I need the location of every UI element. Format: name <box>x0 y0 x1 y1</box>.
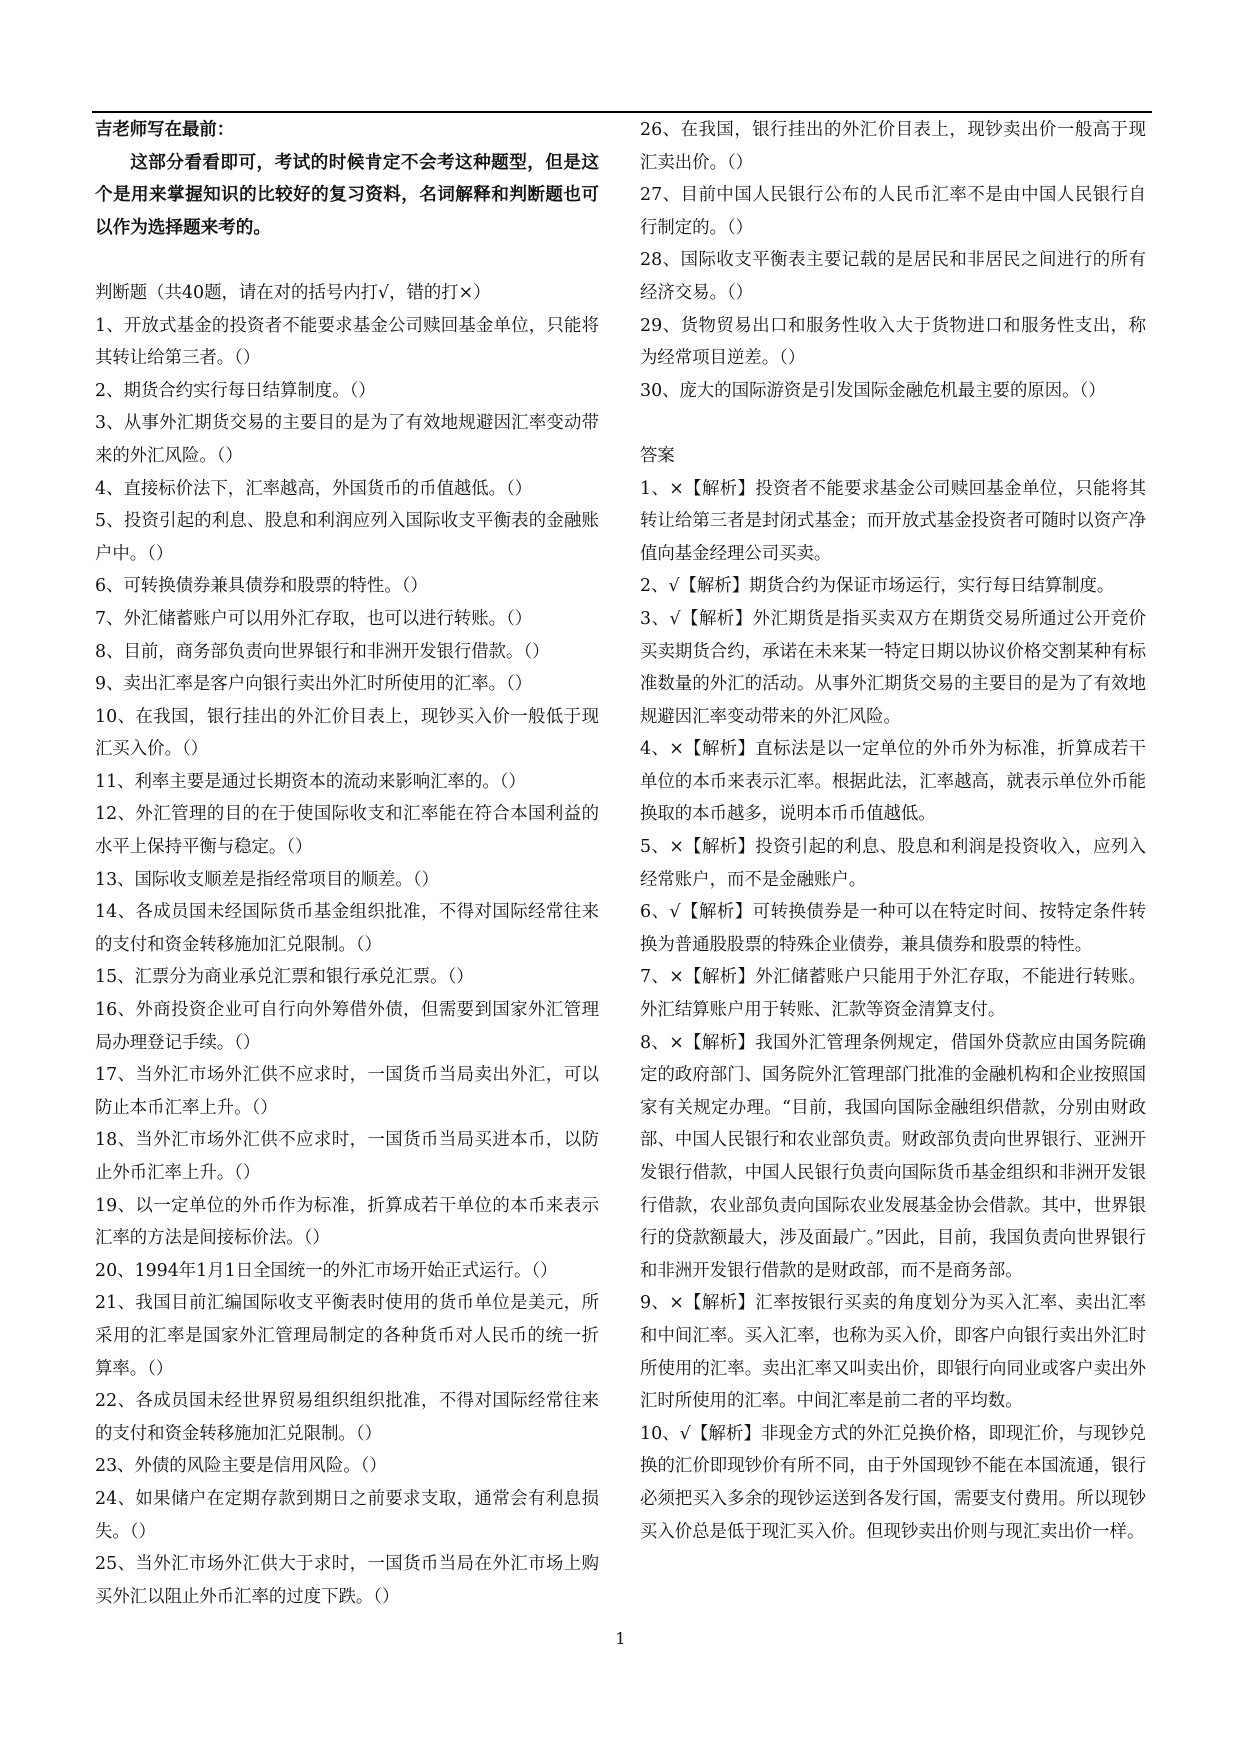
question-item: 25、当外汇市场外汇供大于求时，一国货币当局在外汇市场上购买外汇以阻止外币汇率的过度下跌。（） <box>95 1554 599 1607</box>
intro-body: 这部分看看即可，考试的时候肯定不会考这种题型，但是这个是用来掌握知识的比较好的复习资料，名词解释和判断题也可以作为选择题来考的。 <box>95 151 599 238</box>
header-rule <box>92 111 1152 113</box>
answer-item: 3、√【解析】外汇期货是指买卖双方在期货交易所通过公开竞价买卖期货合约，承诺在未来某一特定日期以协议价格交割某种有标准数量的外汇的活动。从事外汇期货交易的主要目的是为了有效地规避因汇率变动带来的外汇风险。 <box>640 608 1146 727</box>
question-item: 28、国际收支平衡表主要记载的是居民和非居民之间进行的所有经济交易。（） <box>640 250 1146 303</box>
question-item: 5、投资引起的利息、股息和利润应列入国际收支平衡表的金融账户中。（） <box>95 511 599 564</box>
intro-title: 吉老师写在最前： <box>95 120 235 140</box>
question-item: 27、目前中国人民银行公布的人民币汇率不是由中国人民银行自行制定的。（） <box>640 185 1146 238</box>
question-item: 18、当外汇市场外汇供不应求时，一国货币当局买进本币，以防止外币汇率上升。（） <box>95 1130 599 1183</box>
answers-title: 答案 <box>640 445 675 466</box>
question-item: 2、期货合约实行每日结算制度。（） <box>95 380 376 401</box>
answer-item: 2、√【解析】期货合约为保证市场运行，实行每日结算制度。 <box>640 576 1115 597</box>
question-item: 1、开放式基金的投资者不能要求基金公司赎回基金单位，只能将其转让给第三者。（） <box>95 315 599 369</box>
right-column <box>640 114 1146 1548</box>
question-item: 12、外汇管理的目的在于使国际收支和汇率能在符合本国利益的水平上保持平衡与稳定。（） <box>95 804 599 858</box>
answer-item: 9、×【解析】汇率按银行买卖的角度划分为买入汇率、卖出汇率和中间汇率。买入汇率，也称为买入价，即客户向银行卖出外汇时所使用的汇率。卖出汇率又叫卖出价，即银行向同业或客户卖出外汇时所使用的汇率。中间汇率是前二者的平均数。 <box>640 1293 1146 1412</box>
answer-item: 8、×【解析】我国外汇管理条例规定，借国外贷款应由国务院确定的政府部门、国务院外汇管理部门批准的金融机构和企业按照国家有关规定办理。“目前，我国向国际金融组织借款，分别由财政部、中国人民银行和农业部负责。财政部负责向世界银行、亚洲开发银行借款，中国人民银行负责向国际货币基金组织和非洲开发银行借款，农业部负责向国际农业发展基金协会借款。其中，世界银行的贷款额最大，涉及面最广。”因此，目前，我国负责向世界银行和非洲开发银行借款的是财政部，而不是商务部。 <box>640 1032 1146 1281</box>
question-item: 21、我国目前汇编国际收支平衡表时使用的货币单位是美元，所采用的汇率是国家外汇管理局制定的各种货币对人民币的统一折算率。（） <box>95 1293 599 1379</box>
page-number: 1 <box>615 1629 626 1648</box>
answer-item: 10、√【解析】非现金方式的外汇兑换价格，即现汇价，与现钞兑换的汇价即现钞价有所不同，由于外国现钞不能在本国流通，银行必须把买入多余的现钞运送到各发行国，需要支付费用。所以现钞买入价总是低于现汇买入价。但现钞卖出价则与现汇卖出价一样。 <box>640 1423 1146 1542</box>
question-item: 24、如果储户在定期存款到期日之前要求支取，通常会有利息损失。（） <box>95 1488 599 1542</box>
question-item: 23、外债的风险主要是信用风险。（） <box>95 1456 387 1477</box>
question-item: 4、直接标价法下，汇率越高，外国货币的币值越低。（） <box>95 478 533 499</box>
spacer <box>640 407 1146 440</box>
spacer <box>95 244 599 277</box>
left-column <box>95 114 599 1613</box>
answer-item: 6、√【解析】可转换债券是一种可以在特定时间、按特定条件转换为普通股股票的特殊企业债券，兼具债券和股票的特性。 <box>640 902 1146 955</box>
question-item: 26、在我国，银行挂出的外汇价目表上，现钞卖出价一般高于现汇卖出价。（） <box>640 120 1146 173</box>
question-item: 13、国际收支顺差是指经常项目的顺差。（） <box>95 869 439 890</box>
question-item: 30、庞大的国际游资是引发国际金融危机最主要的原因。（） <box>640 380 1106 401</box>
section-title: 判断题（共40题，请在对的括号内打√，错的打×） <box>95 282 491 303</box>
question-item: 11、利率主要是通过长期资本的流动来影响汇率的。（） <box>95 771 526 792</box>
answer-item: 5、×【解析】投资引起的利息、股息和利润是投资收入，应列入经常账户，而不是金融账户。 <box>640 837 1146 890</box>
question-item: 3、从事外汇期货交易的主要目的是为了有效地规避因汇率变动带来的外汇风险。（） <box>95 413 599 466</box>
question-item: 29、货物贸易出口和服务性收入大于货物进口和服务性支出，称为经常项目逆差。（） <box>640 315 1146 369</box>
question-item: 10、在我国，银行挂出的外汇价目表上，现钞买入价一般低于现汇买入价。（） <box>95 706 599 760</box>
question-item: 14、各成员国未经国际货币基金组织批准，不得对国际经常往来的支付和资金转移施加汇兑限制。（） <box>95 902 599 955</box>
question-item: 17、当外汇市场外汇供不应求时，一国货币当局卖出外汇，可以防止本币汇率上升。（） <box>95 1065 599 1118</box>
question-item: 15、汇票分为商业承兑汇票和银行承兑汇票。（） <box>95 967 474 988</box>
question-item: 20、1994年1月1日全国统一的外汇市场开始正式运行。（） <box>95 1260 558 1281</box>
answer-item: 7、×【解析】外汇储蓄账户只能用于外汇存取，不能进行转账。外汇结算账户用于转账、汇款等资金清算支付。 <box>640 967 1146 1021</box>
question-item: 7、外汇储蓄账户可以用外汇存取，也可以进行转账。（） <box>95 608 533 629</box>
question-item: 19、以一定单位的外币作为标准，折算成若干单位的本币来表示汇率的方法是间接标价法。（） <box>95 1195 599 1249</box>
question-item: 22、各成员国未经世界贸易组织组织批准，不得对国际经常往来的支付和资金转移施加汇兑限制。（） <box>95 1391 599 1444</box>
question-item: 8、目前，商务部负责向世界银行和非洲开发银行借款。（） <box>95 641 550 662</box>
answer-item: 1、×【解析】投资者不能要求基金公司赎回基金单位，只能将其转让给第三者是封闭式基金；而开放式基金投资者可随时以资产净值向基金经理公司买卖。 <box>640 478 1146 564</box>
answer-item: 4、×【解析】直标法是以一定单位的外币外为标准，折算成若干单位的本币来表示汇率。根据此法，汇率越高，就表示单位外币能换取的本币越多，说明本币币值越低。 <box>640 739 1146 825</box>
question-item: 16、外商投资企业可自行向外筹借外债，但需要到国家外汇管理局办理登记手续。（） <box>95 1000 599 1053</box>
question-item: 9、卖出汇率是客户向银行卖出外汇时所使用的汇率。（） <box>95 674 533 695</box>
question-item: 6、可转换债券兼具债券和股票的特性。（） <box>95 576 428 597</box>
